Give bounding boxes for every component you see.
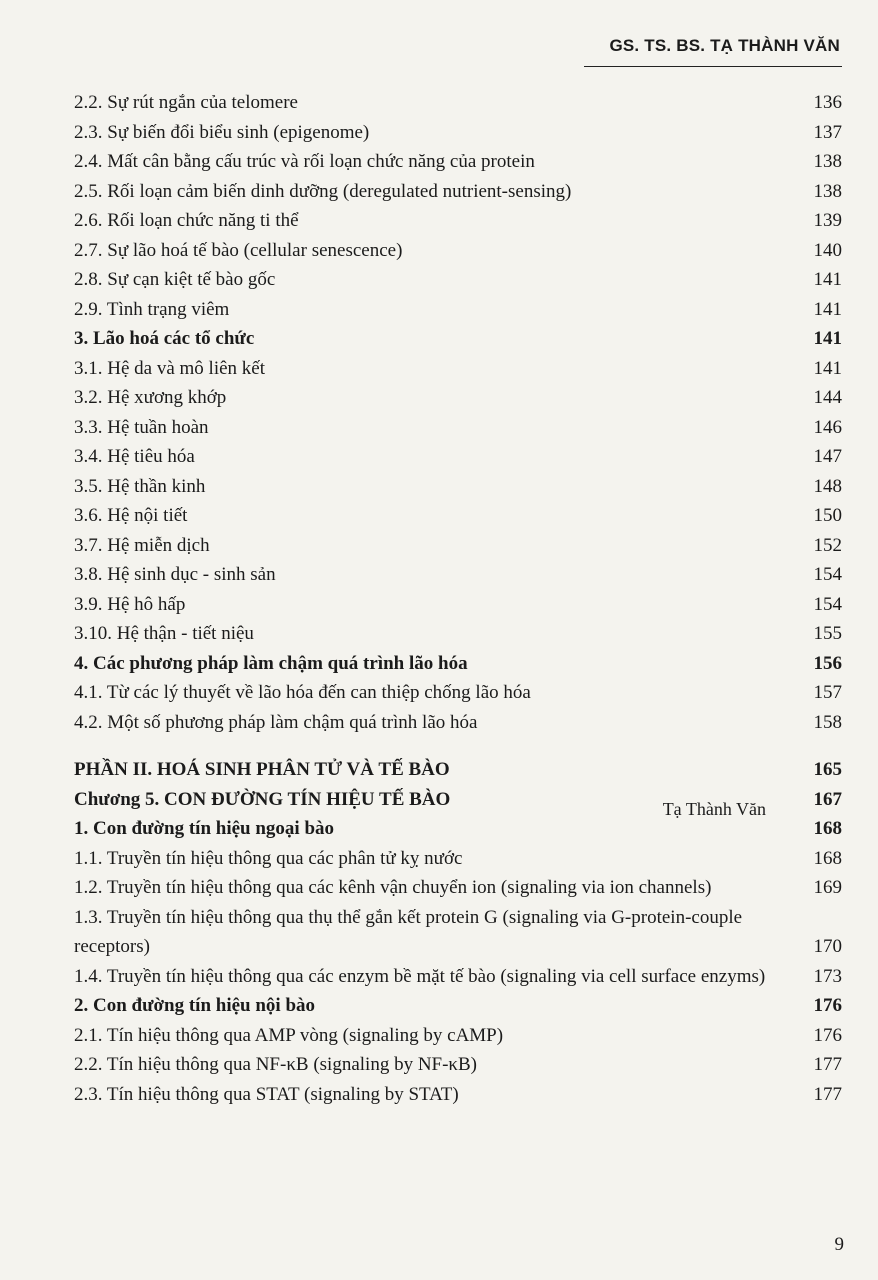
toc-page-number: 167 xyxy=(813,788,842,810)
toc-section-heading xyxy=(74,814,844,844)
toc-entry-title: 4.2. Một số phương pháp làm chậm quá trình lão hóa xyxy=(74,711,478,733)
toc-page-number: 140 xyxy=(813,239,842,261)
toc-entry-title: Chương 5. CON ĐƯỜNG TÍN HIỆU TẾ BÀO xyxy=(74,788,451,810)
toc-entry-title: 3.6. Hệ nội tiết xyxy=(74,505,188,526)
toc-entry-title: 3.3. Hệ tuần hoàn xyxy=(74,416,209,438)
toc-entry xyxy=(74,873,844,903)
toc-entry xyxy=(74,442,844,472)
toc-page-number: 147 xyxy=(813,446,842,467)
toc-page-number: 139 xyxy=(813,210,842,231)
toc-page-number: 144 xyxy=(813,387,842,408)
toc-entry xyxy=(74,531,844,561)
chapter-author: Tạ Thành Văn xyxy=(662,798,766,819)
page-number: 9 xyxy=(834,1234,844,1255)
toc-entry-title: 2. Con đường tín hiệu nội bào xyxy=(74,995,316,1016)
toc-entry-title: 2.6. Rối loạn chức năng ti thể xyxy=(74,210,299,231)
toc-entry xyxy=(74,236,844,266)
toc-page-number: 176 xyxy=(813,1024,842,1046)
toc-entry-title: 2.2. Tín hiệu thông qua NF-κB (signaling by NF-κB) xyxy=(74,1054,478,1075)
toc-entry xyxy=(74,354,844,384)
toc-entry-title: 3.1. Hệ da và mô liên kết xyxy=(74,357,266,379)
toc-page-number: 138 xyxy=(813,151,842,172)
toc-page-number: 138 xyxy=(813,180,842,202)
toc-entry xyxy=(74,1050,844,1080)
toc-page-number: 165 xyxy=(813,759,842,780)
toc-entry xyxy=(74,472,844,502)
toc-entry-title: 3.5. Hệ thần kinh xyxy=(74,475,206,497)
toc-entry xyxy=(74,560,844,590)
toc-entry-title: 3.10. Hệ thận - tiết niệu xyxy=(74,623,254,644)
toc-chapter-heading xyxy=(74,785,844,819)
toc-page-number: 148 xyxy=(813,475,842,497)
toc-page-number: 154 xyxy=(813,593,842,615)
toc-entry xyxy=(74,590,844,620)
toc-entry-title: 2.8. Sự cạn kiệt tế bào gốc xyxy=(74,269,276,290)
toc-page-number: 146 xyxy=(813,416,842,438)
toc-entry xyxy=(74,88,844,118)
toc-entry xyxy=(74,265,844,295)
toc-entry-title: 3.8. Hệ sinh dục - sinh sản xyxy=(74,564,276,585)
toc-page-number: 155 xyxy=(813,623,842,644)
toc-page-number: 177 xyxy=(813,1054,842,1075)
toc-page-number: 169 xyxy=(813,877,842,898)
toc-page-number: 154 xyxy=(813,564,842,585)
toc-page-number: 137 xyxy=(813,121,842,143)
toc-entry-title: 2.7. Sự lão hoá tế bào (cellular senescence) xyxy=(74,239,403,261)
toc-entry-title: 4.1. Từ các lý thuyết về lão hóa đến can thiệp chống lão hóa xyxy=(74,682,531,703)
toc-page-number: 156 xyxy=(813,652,842,674)
toc-entry xyxy=(74,678,844,708)
toc-entry-title: 1.2. Truyền tín hiệu thông qua các kênh vận chuyển ion (signaling via ion channels) xyxy=(74,877,712,898)
toc-entry-title: PHẦN II. HOÁ SINH PHÂN TỬ VÀ TẾ BÀO xyxy=(74,759,450,780)
toc-page-number: 168 xyxy=(813,818,842,839)
toc-entry-title: 3. Lão hoá các tổ chức xyxy=(74,328,255,349)
toc-part-heading xyxy=(74,755,844,785)
toc-entry xyxy=(74,962,844,992)
toc-page-number: 141 xyxy=(813,328,842,349)
toc-entry xyxy=(74,708,844,738)
toc-entry xyxy=(74,206,844,236)
toc-entry-title: 2.1. Tín hiệu thông qua AMP vòng (signaling by cAMP) xyxy=(74,1024,504,1046)
toc-entry xyxy=(74,295,844,325)
toc-page-number: 173 xyxy=(813,965,842,987)
toc-entry-title: 2.3. Tín hiệu thông qua STAT (signaling by STAT) xyxy=(74,1083,459,1105)
toc-entry-title: 3.9. Hệ hô hấp xyxy=(74,593,186,615)
toc-page-number: 157 xyxy=(813,682,842,703)
toc-entry xyxy=(74,413,844,443)
toc-entry xyxy=(74,903,844,962)
toc-entry xyxy=(74,118,844,148)
running-head: GS. TS. BS. TẠ THÀNH VĂN xyxy=(609,36,840,55)
toc-entry xyxy=(74,147,844,177)
toc-entry-title: 4. Các phương pháp làm chậm quá trình lão hóa xyxy=(74,652,468,674)
toc-entry xyxy=(74,501,844,531)
toc-entry-title: 2.2. Sự rút ngắn của telomere xyxy=(74,92,298,113)
toc-entry xyxy=(74,177,844,207)
toc-entry-title: 1.4. Truyền tín hiệu thông qua các enzym bề mặt tế bào (signaling via cell surface enzyms) xyxy=(74,965,766,987)
toc-entry xyxy=(74,1021,844,1051)
toc-page-number: 141 xyxy=(813,357,842,379)
toc-entry-title: 1. Con đường tín hiệu ngoại bào xyxy=(74,818,335,839)
table-of-contents xyxy=(74,88,844,1109)
toc-page-number: 136 xyxy=(813,92,842,113)
toc-entry xyxy=(74,1080,844,1110)
toc-page-number: 152 xyxy=(813,534,842,556)
toc-page-number: 158 xyxy=(813,711,842,733)
toc-page-number: 150 xyxy=(813,505,842,526)
toc-page-number: 170 xyxy=(813,936,842,957)
toc-section-heading xyxy=(74,991,844,1021)
toc-entry-title: 3.4. Hệ tiêu hóa xyxy=(74,446,195,467)
toc-page-number: 168 xyxy=(813,847,842,869)
toc-entry-title: 2.9. Tình trạng viêm xyxy=(74,298,230,320)
toc-entry-title: 2.5. Rối loạn cảm biến dinh dưỡng (deregulated nutrient-sensing) xyxy=(74,180,572,202)
toc-entry-title: 3.2. Hệ xương khớp xyxy=(74,387,227,408)
toc-entry-title: 2.4. Mất cân bằng cấu trúc và rối loạn chức năng của protein xyxy=(74,151,535,172)
toc-entry xyxy=(74,844,844,874)
toc-entry-title: 3.7. Hệ miễn dịch xyxy=(74,534,210,556)
toc-section-heading xyxy=(74,324,844,354)
toc-entry-title: 1.3. Truyền tín hiệu thông qua thụ thể gắn kết protein G (signaling via G-protein-couple receptors) xyxy=(74,906,743,957)
toc-page-number: 141 xyxy=(813,298,842,320)
header-rule xyxy=(584,66,842,67)
toc-section-heading xyxy=(74,649,844,679)
toc-entry xyxy=(74,383,844,413)
toc-entry xyxy=(74,619,844,649)
toc-entry-title: 2.3. Sự biến đổi biểu sinh (epigenome) xyxy=(74,121,370,143)
toc-entry-title: 1.1. Truyền tín hiệu thông qua các phân tử kỵ nước xyxy=(74,847,463,869)
toc-page-number: 177 xyxy=(813,1083,842,1105)
toc-page-number: 176 xyxy=(813,995,842,1016)
toc-page-number: 141 xyxy=(813,269,842,290)
